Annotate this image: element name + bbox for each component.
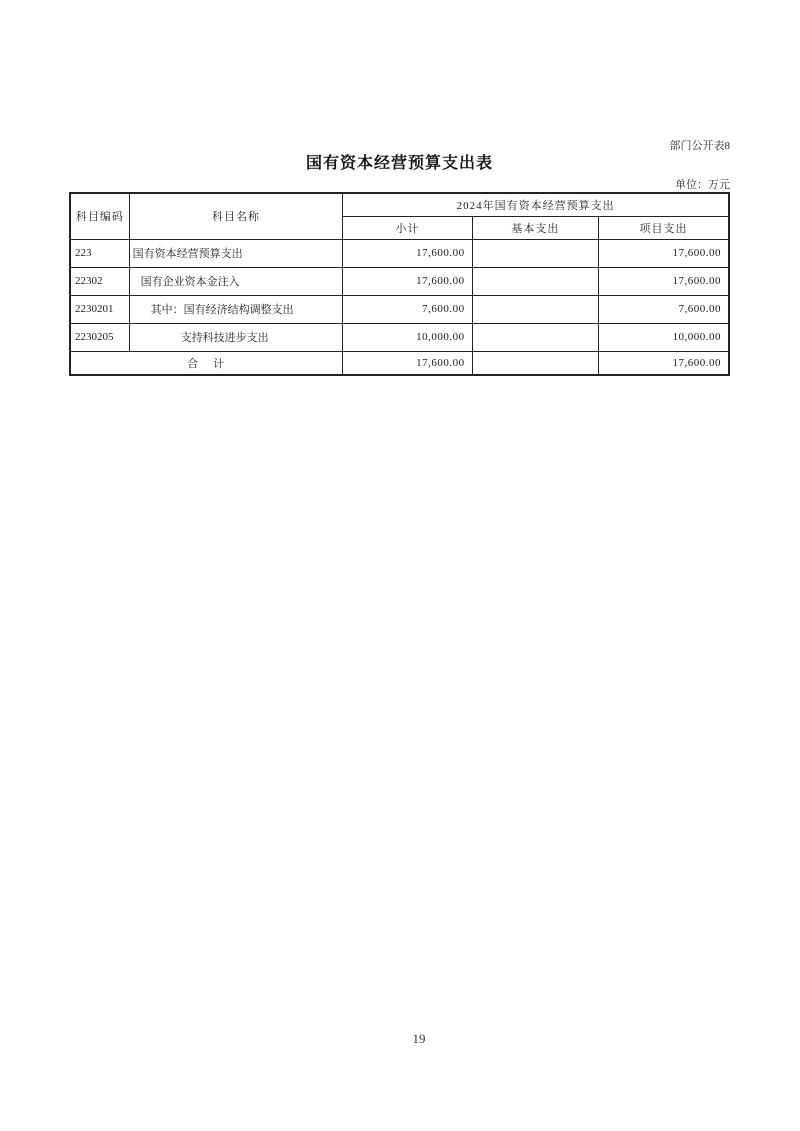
- subtotal-amount-cell: 17,600.00: [343, 239, 472, 267]
- table-total-row: [70, 351, 729, 375]
- basic-amount-cell: [472, 267, 598, 295]
- table-row: [70, 239, 729, 267]
- page-title: 国有资本经营预算支出表: [305, 155, 493, 172]
- subject-code-cell: 2230205: [70, 323, 129, 351]
- column-header-subject-name: 科目名称: [129, 193, 343, 239]
- subtotal-amount-cell: 17,600.00: [343, 267, 472, 295]
- page-number: 19: [412, 1031, 426, 1046]
- table-row: [70, 295, 729, 323]
- subject-name-cell: 支持科技进步支出: [129, 323, 343, 351]
- budget-expenditure-table: [69, 192, 730, 376]
- subject-code-cell: 223: [70, 239, 129, 267]
- total-subtotal-amount-cell: 17,600.00: [343, 351, 472, 375]
- total-label-cell: 合 计: [70, 351, 343, 375]
- subject-code-cell: 2230201: [70, 295, 129, 323]
- column-header-project-expenditure: 项目支出: [599, 216, 729, 239]
- subject-name-cell: 其中：国有经济结构调整支出: [129, 295, 343, 323]
- column-header-subtotal: 小计: [343, 216, 472, 239]
- subject-name-cell: 国有资本经营预算支出: [129, 239, 343, 267]
- project-amount-cell: 7,600.00: [599, 295, 729, 323]
- column-header-subject-code: 科目编码: [70, 193, 129, 239]
- total-basic-amount-cell: [472, 351, 598, 375]
- project-amount-cell: 17,600.00: [599, 267, 729, 295]
- total-project-amount-cell: 17,600.00: [599, 351, 729, 375]
- column-group-header-2024-budget: 2024年国有资本经营预算支出: [343, 193, 729, 216]
- basic-amount-cell: [472, 323, 598, 351]
- table-row: [70, 267, 729, 295]
- unit-label: 单位：万元: [675, 179, 730, 191]
- basic-amount-cell: [472, 239, 598, 267]
- form-corner-label: 部门公开表8: [669, 140, 730, 152]
- basic-amount-cell: [472, 295, 598, 323]
- subtotal-amount-cell: 10,000.00: [343, 323, 472, 351]
- table-header-row-1: [70, 193, 729, 216]
- subtotal-amount-cell: 7,600.00: [343, 295, 472, 323]
- project-amount-cell: 10,000.00: [599, 323, 729, 351]
- subject-name-cell: 国有企业资本金注入: [129, 267, 343, 295]
- project-amount-cell: 17,600.00: [599, 239, 729, 267]
- subject-code-cell: 22302: [70, 267, 129, 295]
- column-header-basic-expenditure: 基本支出: [472, 216, 598, 239]
- table-row: [70, 323, 729, 351]
